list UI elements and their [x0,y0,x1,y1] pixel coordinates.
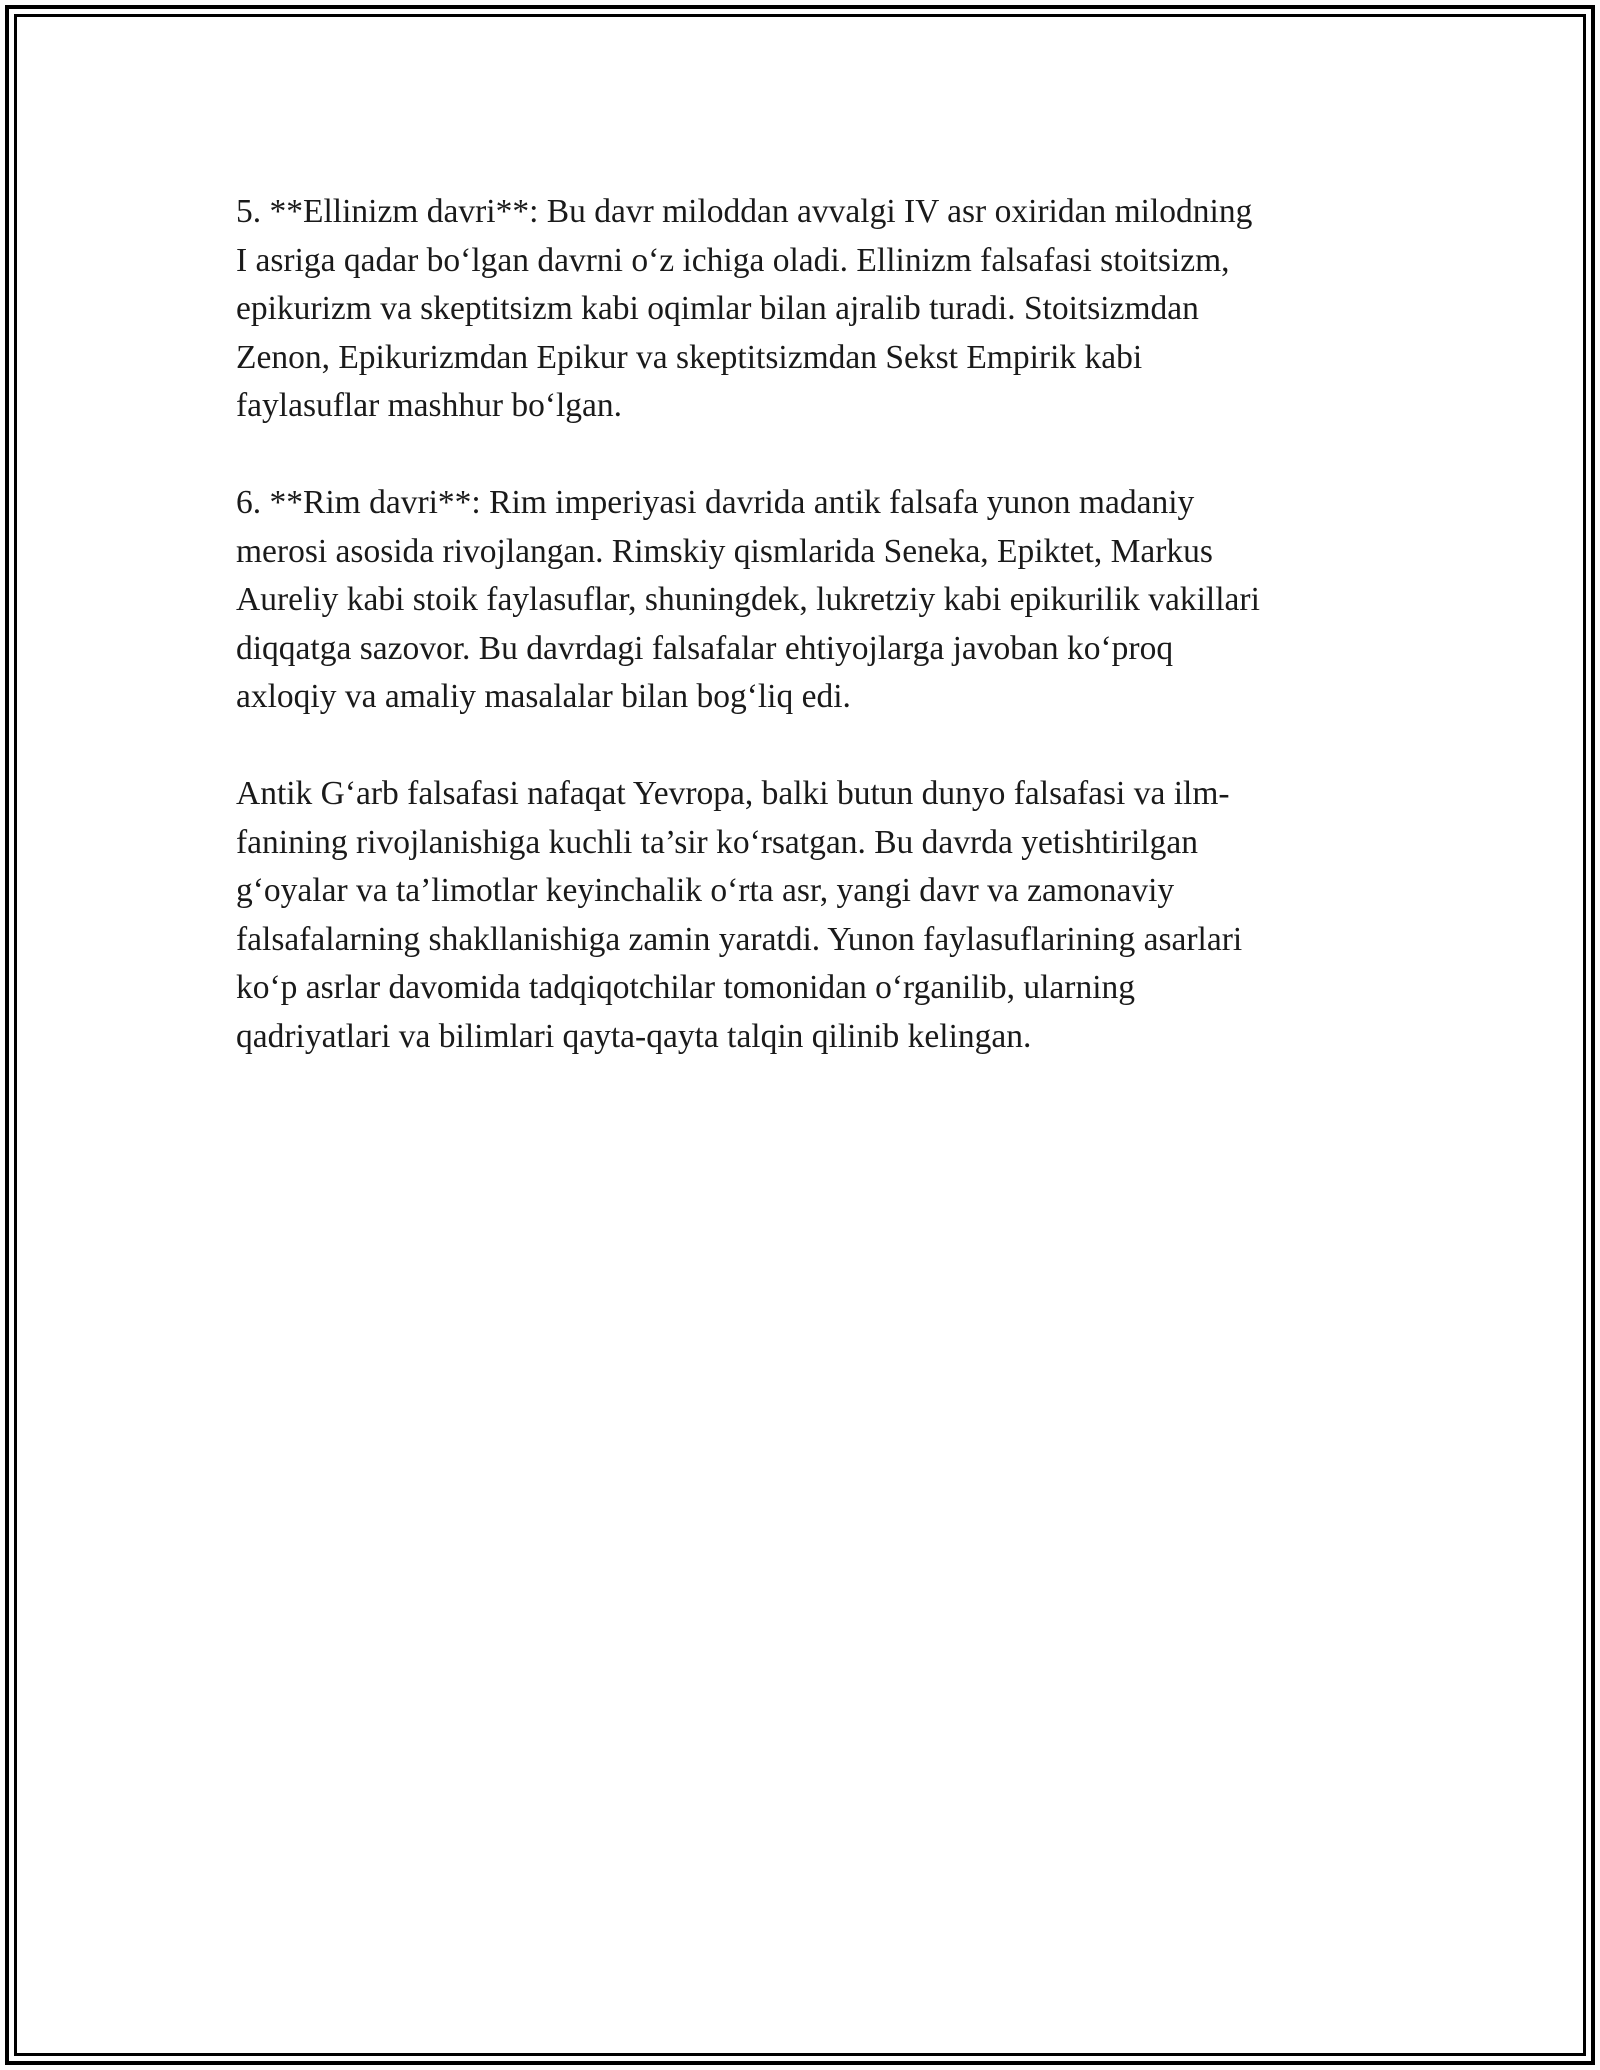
text-line: 5. **Ellinizm davri**: Bu davr miloddan avvalgi IV asr oxiridan milodning [236,193,1253,230]
text-line: fanining rivojlanishiga kuchli ta’sir ko‘rsatgan. Bu davrda yetishtirilgan [236,823,1198,861]
text-line: I asriga qadar bo‘lgan davrni o‘z ichiga oladi. Ellinizm falsafasi stoitsizm, [236,241,1230,279]
text-line: Aureliy kabi stoik faylasuflar, shuningdek, lukretziy kabi epikurilik vakillari [236,581,1260,618]
text-line: 6. **Rim davri**: Rim imperiyasi davrida antik falsafa yunon madaniy [236,484,1195,521]
text-line: merosi asosida rivojlangan. Rimskiy qismlarida Seneka, Epiktet, Markus [236,532,1213,570]
paragraph-ellinizm [236,188,1376,431]
text-line: ko‘p asrlar davomida tadqiqotchilar tomonidan o‘rganilib, ularning [236,969,1136,1006]
text-line: axloqiy va amaliy masalalar bilan bog‘liq edi. [236,678,851,715]
text-line: g‘oyalar va ta’limotlar keyinchalik o‘rta asr, yangi davr va zamonaviy [236,872,1175,909]
text-line: Antik G‘arb falsafasi nafaqat Yevropa, balki butun dunyo falsafasi va ilm- [236,775,1230,812]
text-line: Zenon, Epikurizmdan Epikur va skeptitsizmdan Sekst Empirik kabi [236,338,1143,376]
text-line: epikurizm va skeptitsizm kabi oqimlar bilan ajralib turadi. Stoitsizmdan [236,290,1199,327]
text-line: faylasuflar mashhur bo‘lgan. [236,387,623,424]
text-line: falsafalarning shakllanishiga zamin yaratdi. Yunon faylasuflarining asarlari [236,920,1243,958]
paragraph-conclusion [236,770,1376,1061]
document-body [236,188,1376,1110]
text-line: diqqatga sazovor. Bu davrdagi falsafalar ehtiyojlarga javoban ko‘proq [236,629,1174,667]
text-line: qadriyatlari va bilimlari qayta-qayta talqin qilinib kelingan. [236,1017,1032,1055]
paragraph-rim [236,479,1376,722]
